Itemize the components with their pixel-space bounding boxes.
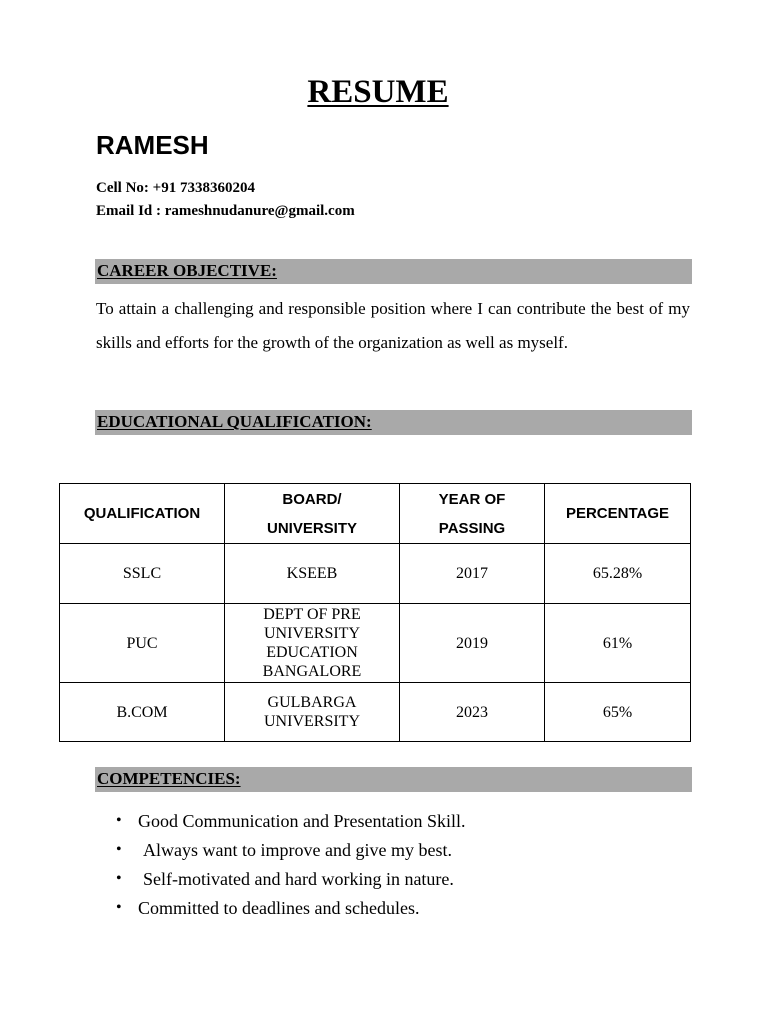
column-header-board: BOARD/ UNIVERSITY — [225, 484, 400, 544]
list-item: • Good Communication and Presentation Skill. — [116, 806, 465, 835]
cell-board: GULBARGA UNIVERSITY — [225, 683, 400, 742]
table-row — [60, 544, 691, 604]
table-row — [60, 604, 691, 683]
column-header-qualification: QUALIFICATION — [60, 484, 225, 544]
competencies-heading: COMPETENCIES: — [95, 767, 692, 792]
candidate-name: RAMESH — [96, 130, 209, 160]
list-item: • Committed to deadlines and schedules. — [116, 893, 465, 922]
education-heading: EDUCATIONAL QUALIFICATION: — [95, 410, 692, 435]
cell-percentage: 65% — [545, 683, 691, 742]
bullet-icon: • — [116, 840, 122, 858]
cell-qualification: SSLC — [60, 544, 225, 604]
cell-board: DEPT OF PRE UNIVERSITY EDUCATION BANGALORE — [225, 604, 400, 683]
cell-board: KSEEB — [225, 544, 400, 604]
column-header-year: YEAR OF PASSING — [400, 484, 545, 544]
resume-title: RESUME — [307, 74, 449, 110]
career-objective-heading: CAREER OBJECTIVE: — [95, 259, 692, 284]
cell-qualification: B.COM — [60, 683, 225, 742]
email-id: Email Id : rameshnudanure@gmail.com — [96, 203, 355, 219]
cell-year: 2017 — [400, 544, 545, 604]
cell-year: 2019 — [400, 604, 545, 683]
table-row — [60, 683, 691, 742]
cell-qualification: PUC — [60, 604, 225, 683]
bullet-icon: • — [116, 869, 122, 887]
cell-year: 2023 — [400, 683, 545, 742]
bullet-icon: • — [116, 898, 122, 916]
column-header-percentage: PERCENTAGE — [545, 484, 691, 544]
cell-percentage: 65.28% — [545, 544, 691, 604]
bullet-icon: • — [116, 811, 122, 829]
table-header-row — [60, 484, 691, 544]
list-item: • Always want to improve and give my best. — [116, 835, 465, 864]
cell-number: Cell No: +91 7338360204 — [96, 180, 255, 196]
career-objective-text: To attain a challenging and responsible position where I can contribute the best of my skills and efforts for the growth of the organization as well as myself. — [96, 299, 690, 352]
list-item: • Self-motivated and hard working in nature. — [116, 864, 465, 893]
competencies-list — [116, 806, 465, 922]
cell-percentage: 61% — [545, 604, 691, 683]
education-table — [59, 483, 691, 742]
